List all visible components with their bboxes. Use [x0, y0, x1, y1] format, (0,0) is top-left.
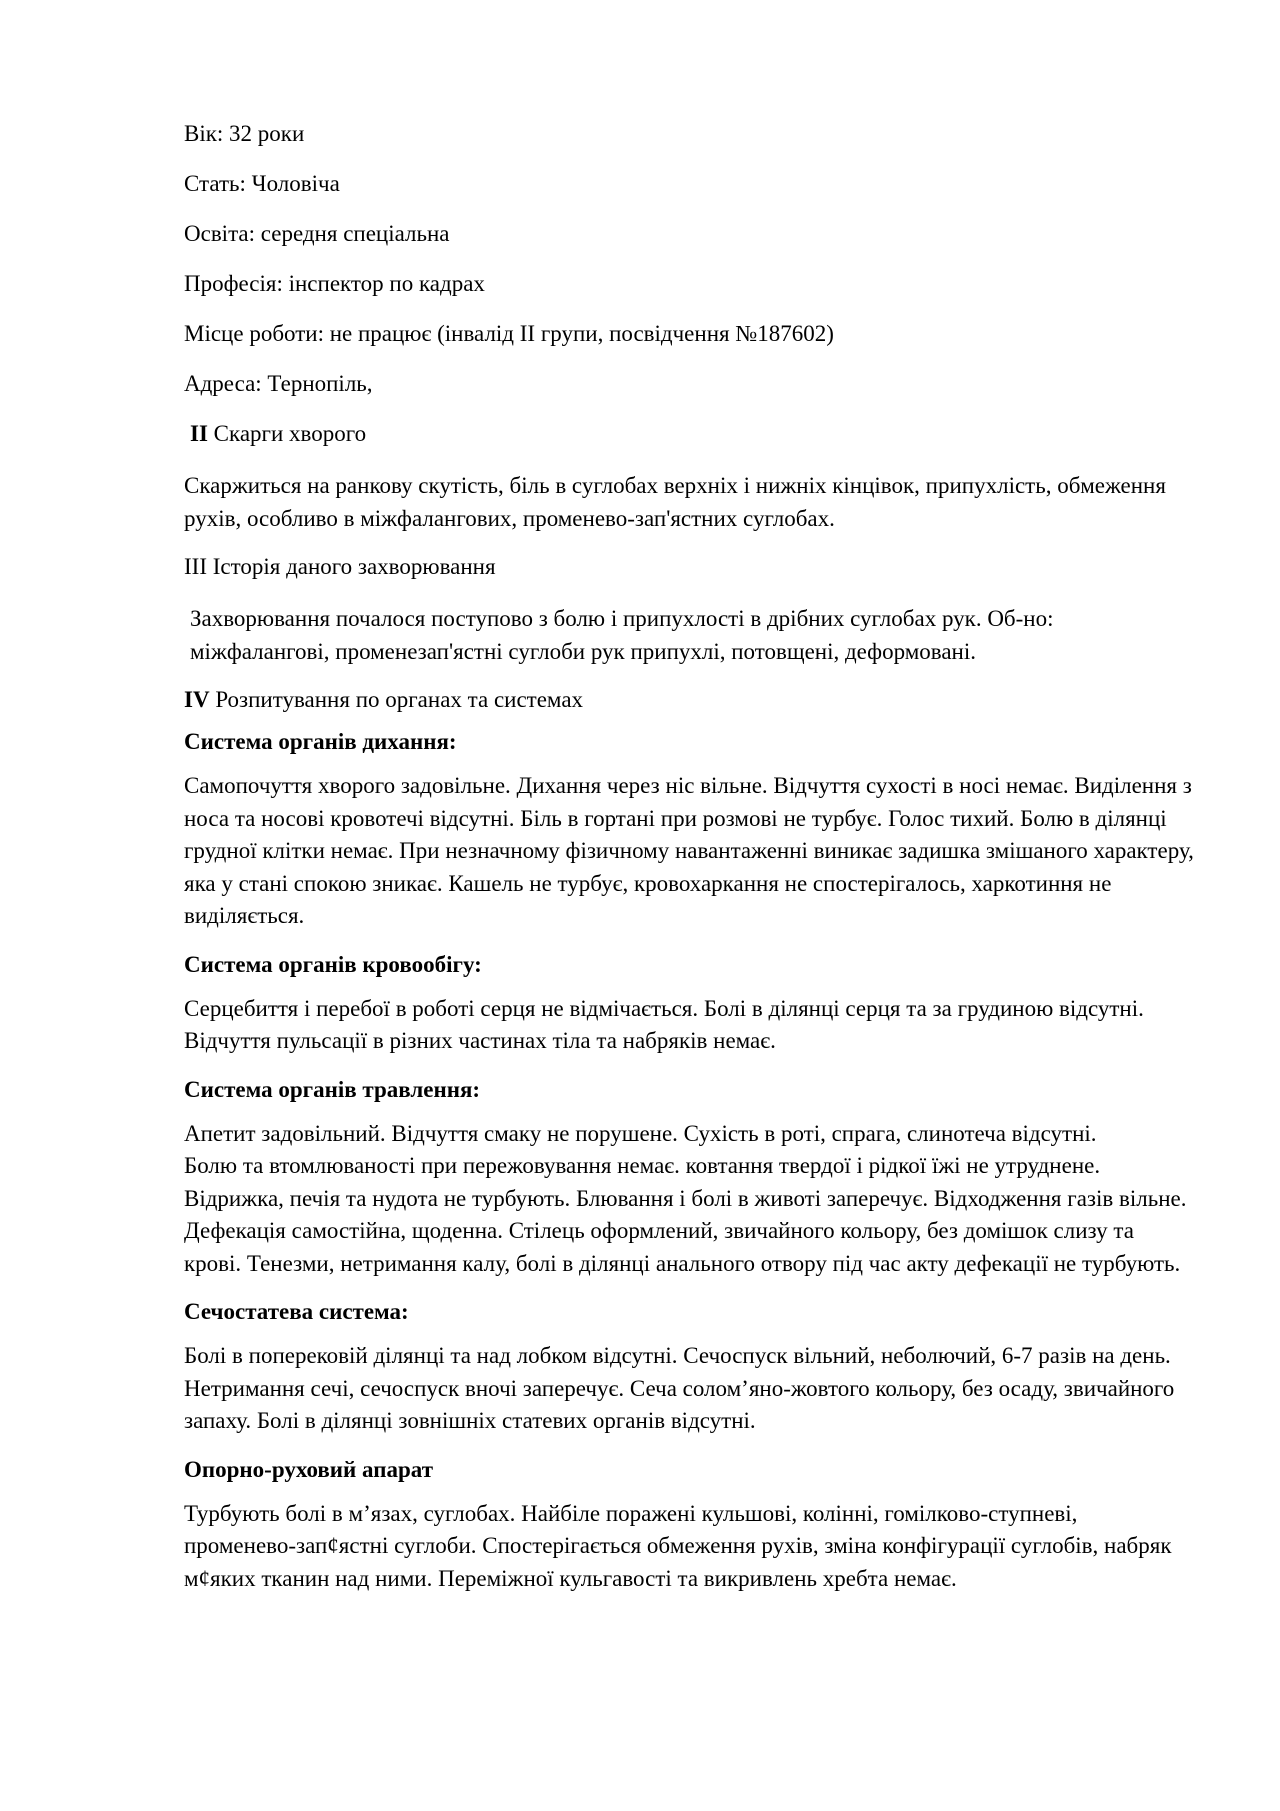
complaints-heading: [184, 420, 1194, 448]
circulatory-heading: Система органів кровообігу:: [184, 951, 482, 977]
urinary-heading: Сечостатева система:: [184, 1299, 409, 1324]
complaints-numeral: ІІ: [190, 421, 208, 446]
complaints-title: Скарги хворого: [213, 421, 367, 446]
circulatory-text: Серцебиття і перебої в роботі серця не відмічається. Болі в ділянці серця та за грудиною відсутні. Відчуття пульсації в різних частинах тіла та набряків немає.: [184, 995, 1144, 1053]
history-text: Захворювання почалося поступово з болю і припухлості в дрібних суглобах рук. Об-но: міжфалангові, променезап'ястні суглоби рук припухлі, потовщені, деформовані.: [190, 606, 1054, 664]
history-heading: ІІІ Історія даного захворювання: [184, 554, 496, 579]
musculoskeletal-heading: Опорно-руховий апарат: [184, 1456, 434, 1482]
address-line: Адреса: Тернопіль,: [184, 371, 373, 396]
sex-line: Стать: Чоловіча: [184, 171, 340, 196]
digestive-text-2: Болю та втомлюваності при пережовування немає. ковтання твердої і рідкої їжі не утруднене. Відрижка, печія та нудота не турбують. Блювання і болі в животі заперечує. Відходження газів вільне. Дефекація самостійна, щоденна. Стілець оформлений, звичайного кольору, без домішок слизу та крові. Тенезми, нетримання калу, болі в ділянці анального отвору під час акту дефекації не турбують.: [184, 1153, 1187, 1276]
workplace-line: Місце роботи: не працює (інвалід ІІ групи, посвідчення №187602): [184, 321, 834, 346]
profession-line: Професія: інспектор по кадрах: [184, 271, 485, 296]
digestive-heading: Система органів травлення:: [184, 1076, 481, 1102]
urinary-text: Болі в поперековій ділянці та над лобком відсутні. Сечоспуск вільний, неболючий, 6-7 разів на день. Нетримання сечі, сечоспуск вночі заперечує. Сеча солом’яно-жовтого кольору, без осаду, звичайного запаху. Болі в ділянці зовнішніх статевих органів відсутні.: [184, 1343, 1175, 1433]
complaints-text: Скаржиться на ранкову скутість, біль в суглобах верхніх і нижніх кінцівок, припухлість, обмеження рухів, особливо в міжфалангових, променево-зап'ястних суглобах.: [184, 473, 1166, 531]
musculoskeletal-text: Турбують болі в м’язах, суглобах. Найбіле поражені кульшові, колінні, гомілково-ступневі, променево-зап¢ястні суглоби. Спостерігається обмеження рухів, зміна конфігурації суглобів, набряк м¢яких тканин над ними. Переміжної кульгавості та викривлень хребта немає.: [184, 1500, 1172, 1591]
respiratory-text: Самопочуття хворого задовільне. Дихання через ніс вільне. Відчуття сухості в носі немає. Виділення з носа та носові кровотечі відсутні. Біль в гортані при розмові не турбує. Голос тихий. Болю в ділянці грудної клітки немає. При незначному фізичному навантаженні виникає задишка змішаного характеру, яка у стані спокою зникає. Кашель не турбує, кровохаркання не спостерігалось, харкотиння не виділяється.: [184, 773, 1194, 928]
review-title: Розпитування по органах та системах: [215, 687, 584, 712]
education-line: Освіта: середня спеціальна: [184, 221, 450, 246]
respiratory-heading: Система органів дихання:: [184, 729, 457, 754]
document-body: [184, 120, 1194, 1613]
review-heading: [184, 686, 1194, 714]
age-line: Вік: 32 роки: [184, 121, 305, 146]
digestive-text-1: Апетит задовільний. Відчуття смаку не порушене. Сухість в роті, спрага, слинотеча відсутні.: [184, 1120, 1097, 1146]
review-numeral: IV: [184, 687, 210, 712]
